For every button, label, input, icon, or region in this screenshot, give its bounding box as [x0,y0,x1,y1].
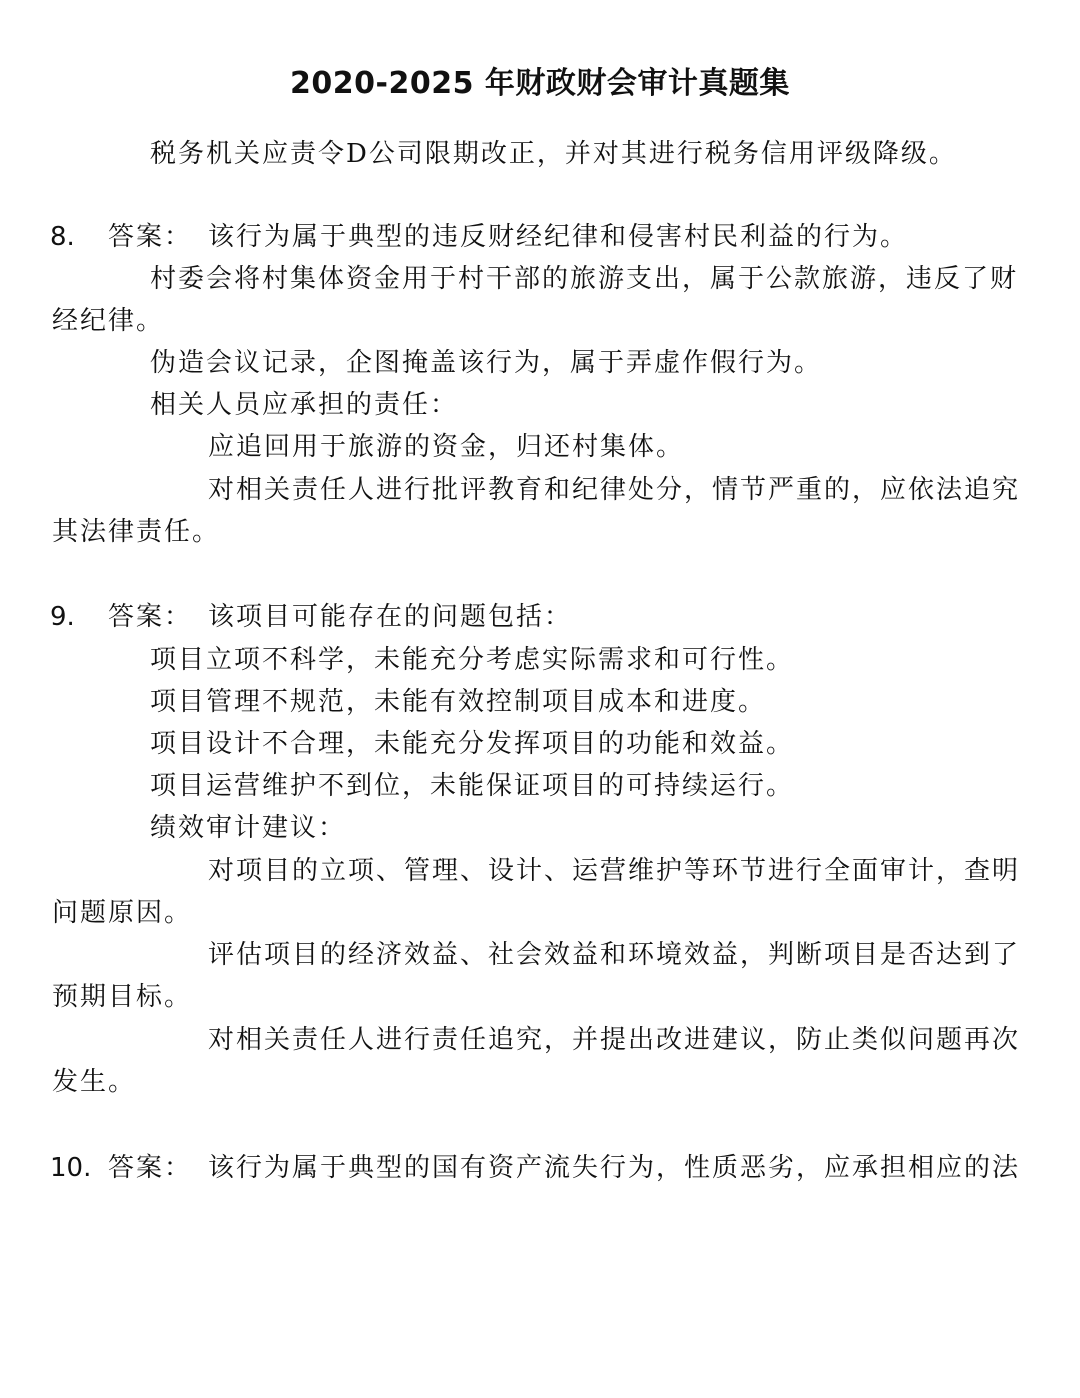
q8-paragraph-3: 相关人员应承担的责任： [150,390,459,420]
q9-lead: 该项目可能存在的问题包括： [208,602,573,632]
q8-paragraph-4: 应追回用于旅游的资金，归还村集体。 [208,432,685,462]
q8-paragraph-1a: 村委会将村集体资金用于村干部的旅游支出，属于公款旅游，违反了财 [150,264,1019,294]
q8-answer-label: 答案： [108,222,193,252]
q9-suggestion-2b: 预期目标。 [52,982,193,1012]
q8-paragraph-1b: 经纪律。 [52,306,165,336]
q10-answer-label: 答案： [108,1153,193,1183]
q9-suggestion-2a: 评估项目的经济效益、社会效益和环境效益，判断项目是否达到了 [208,940,1021,970]
q9-subheading: 绩效审计建议： [150,813,347,843]
q9-answer-label: 答案： [108,602,193,632]
q9-suggestion-3a: 对相关责任人进行责任追究，并提出改进建议，防止类似问题再次 [208,1025,1021,1055]
q9-suggestion-1a: 对项目的立项、管理、设计、运营维护等环节进行全面审计，查明 [208,856,1021,886]
q9-item-2: 项目管理不规范，未能有效控制项目成本和进度。 [150,687,767,717]
q10-number: 10. [50,1153,92,1183]
q9-item-3: 项目设计不合理，未能充分发挥项目的功能和效益。 [150,729,795,759]
q9-item-4: 项目运营维护不到位，未能保证项目的可持续运行。 [150,771,795,801]
q8-lead: 该行为属于典型的违反财经纪律和侵害村民利益的行为。 [208,222,909,252]
page-title: 2020-2025 年财政财会审计真题集 [290,66,790,101]
q8-paragraph-5a: 对相关责任人进行批评教育和纪律处分，情节严重的，应依法追究 [208,475,1021,505]
q9-item-1: 项目立项不科学，未能充分考虑实际需求和可行性。 [150,645,795,675]
q10-lead: 该行为属于典型的国有资产流失行为，性质恶劣，应承担相应的法 [208,1153,1021,1183]
q8-paragraph-5b: 其法律责任。 [52,517,221,547]
q9-number: 9. [50,602,75,632]
q9-suggestion-1b: 问题原因。 [52,898,193,928]
intro-line: 税务机关应责令D公司限期改正，并对其进行税务信用评级降级。 [150,139,957,169]
q8-number: 8. [50,222,75,252]
q8-paragraph-2: 伪造会议记录，企图掩盖该行为，属于弄虚作假行为。 [150,348,823,378]
q9-suggestion-3b: 发生。 [52,1067,137,1097]
